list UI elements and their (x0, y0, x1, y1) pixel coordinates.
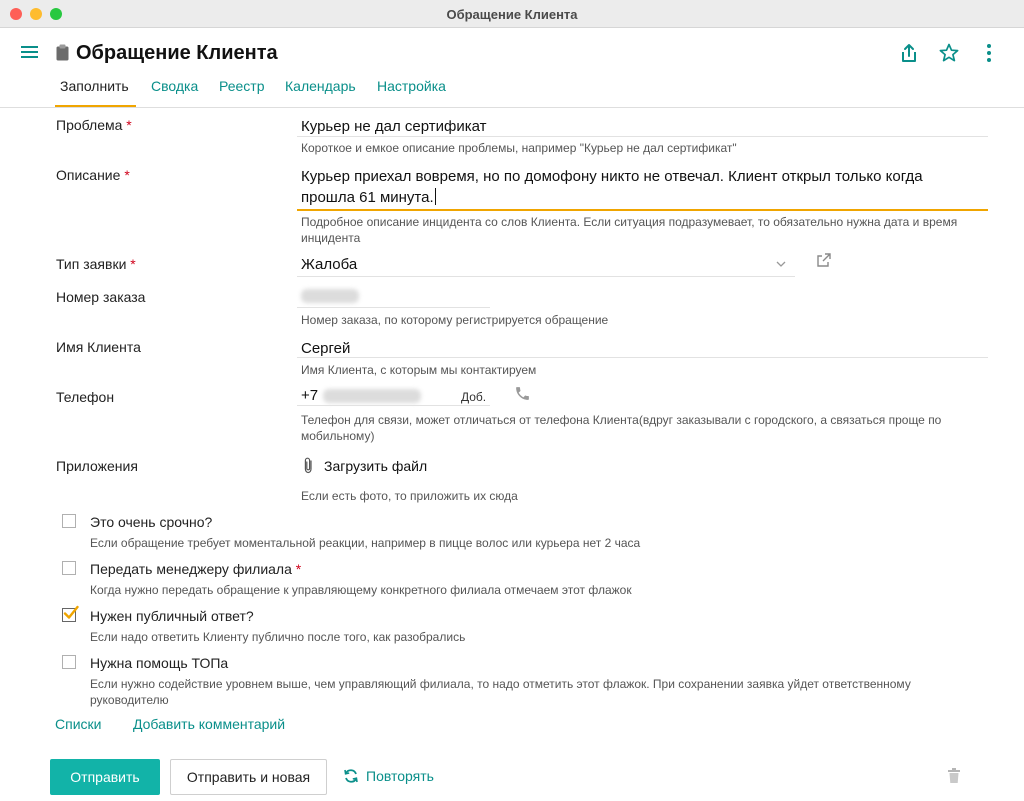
tab-calendar[interactable]: Календарь (285, 78, 356, 94)
request-type-underline (297, 276, 795, 277)
urgent-hint: Если обращение требует моментальной реакции, например в пицце волос или курьера нет 2 часа (90, 536, 641, 550)
order-number-underline (297, 307, 490, 308)
urgent-checkbox[interactable] (62, 514, 76, 528)
description-hint-2: инцидента (301, 231, 361, 245)
refresh-icon (343, 768, 359, 784)
phone-underline (297, 405, 490, 406)
clipboard-icon (56, 44, 69, 61)
public-answer-hint: Если надо ответить Клиенту публично после того, как разобрались (90, 630, 466, 644)
client-name-label: Имя Клиента (56, 339, 141, 355)
top-help-label: Нужна помощь ТОПа (90, 655, 229, 671)
trash-icon[interactable] (947, 768, 961, 784)
description-label: Описание * (56, 167, 130, 183)
description-focus-underline (297, 209, 988, 211)
problem-label: Проблема * (56, 117, 132, 133)
checkmark-icon (63, 605, 79, 621)
star-icon[interactable] (938, 42, 960, 64)
request-type-label: Тип заявки * (56, 256, 136, 272)
transfer-manager-hint: Когда нужно передать обращение к управляющему конкретного филиала отмечаем этот флажок (90, 583, 632, 597)
description-line-1: Курьер приехал вовремя, но по домофону никто не отвечал. Клиент открыл только когда (301, 168, 923, 185)
client-name-input[interactable]: Сергей (301, 340, 351, 357)
phone-hint-2: мобильному) (301, 429, 375, 443)
page-title: Обращение Клиента (76, 42, 278, 64)
submit-and-new-button[interactable]: Отправить и новая (170, 759, 327, 795)
repeat-label: Повторять (366, 768, 434, 784)
top-help-hint-1: Если нужно содействие уровнем выше, чем управляющий филиала, то надо отметить этот флажок. При сохранении заявка уйдет ответственному (90, 677, 911, 691)
tab-fill[interactable]: Заполнить (60, 78, 129, 94)
hamburger-icon[interactable] (21, 44, 39, 60)
top-help-hint-2: руководителю (90, 693, 169, 707)
attachments-hint: Если есть фото, то приложить их сюда (301, 489, 518, 503)
window-title: Обращение Клиента (446, 7, 578, 22)
share-icon[interactable] (898, 42, 920, 64)
phone-hint-1: Телефон для связи, может отличаться от телефона Клиента(вдруг заказывали с городского, а связаться проще по (301, 413, 942, 427)
description-line-2: прошла 61 минута. (301, 189, 434, 206)
phone-prefix: +7 (301, 387, 319, 404)
submit-button[interactable]: Отправить (50, 759, 160, 795)
urgent-label: Это очень срочно? (90, 514, 213, 530)
tab-summary[interactable]: Сводка (151, 78, 199, 94)
client-name-hint: Имя Клиента, с которым мы контактируем (301, 363, 537, 377)
transfer-manager-checkbox[interactable] (62, 561, 76, 575)
request-type-select[interactable]: Жалоба (301, 256, 358, 273)
tab-settings[interactable]: Настройка (377, 78, 446, 94)
redacted-phone-number (323, 389, 421, 403)
public-answer-checkbox[interactable] (62, 608, 76, 622)
phone-label: Телефон (56, 389, 115, 405)
add-comment-link[interactable]: Добавить комментарий (133, 716, 286, 732)
problem-input-underline (297, 136, 988, 137)
paperclip-icon (303, 457, 314, 474)
tabs-divider (0, 107, 1024, 108)
upload-file-label: Загрузить файл (324, 458, 428, 474)
window-titlebar (0, 0, 1024, 28)
redacted-order-number (301, 289, 359, 303)
transfer-manager-label: Передать менеджеру филиала * (90, 561, 302, 577)
order-number-label: Номер заказа (56, 289, 146, 305)
client-name-underline (297, 357, 988, 358)
external-link-icon[interactable] (816, 252, 832, 268)
attachments-label: Приложения (56, 458, 138, 474)
description-hint-1: Подробное описание инцидента со слов Клиента. Если ситуация подразумевает, то обязательно нужна дата и время (301, 215, 958, 229)
lists-link[interactable]: Списки (55, 716, 102, 732)
public-answer-label: Нужен публичный ответ? (90, 608, 254, 624)
top-help-checkbox[interactable] (62, 655, 76, 669)
more-vertical-icon[interactable] (978, 42, 1000, 64)
phone-ext-field[interactable]: Доб. (461, 390, 487, 404)
phone-icon[interactable] (514, 385, 531, 402)
problem-hint: Короткое и емкое описание проблемы, например "Курьер не дал сертификат" (301, 141, 737, 155)
order-number-hint: Номер заказа, по которому регистрируется обращение (301, 313, 609, 327)
problem-input[interactable]: Курьер не дал сертификат (301, 118, 487, 135)
chevron-down-icon[interactable] (776, 261, 786, 268)
repeat-button[interactable] (343, 768, 434, 784)
tab-registry[interactable]: Реестр (219, 78, 265, 94)
